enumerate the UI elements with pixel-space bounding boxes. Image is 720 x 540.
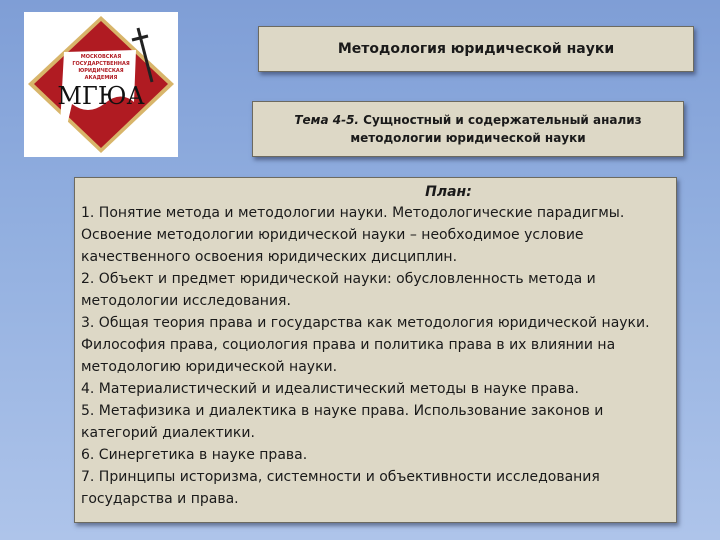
plan-item: 6. Синергетика в науке права.: [81, 447, 308, 463]
emblem-text-line: ГОСУДАРСТВЕННАЯ: [72, 61, 130, 67]
plan-item: 5. Метафизика и диалектика в науке права. Использование законов и категорий диалектики.: [81, 403, 604, 441]
topic-title: Сущностный и содержательный анализ методологии юридической науки: [350, 113, 642, 145]
topic-prefix: Тема 4-5.: [294, 113, 359, 127]
plan-item: 1. Понятие метода и методологии науки. Методологические парадигмы. Освоение методологии юридической науки – необходимое условие качественного освоения юридических дисциплин.: [81, 205, 625, 265]
topic-box: [252, 101, 684, 157]
topic-text: [273, 111, 663, 147]
plan-heading: План:: [425, 184, 472, 200]
plan-item: 2. Объект и предмет юридической науки: обусловленность метода и методологии исследования.: [81, 271, 596, 309]
page-title: Методология юридической науки: [258, 26, 694, 72]
academy-logo: [24, 12, 178, 157]
emblem-text-line: АКАДЕМИЯ: [84, 75, 118, 81]
emblem-text-line: МОСКОВСКАЯ: [80, 54, 122, 60]
plan-item: 3. Общая теория права и государства как методология юридической науки. Философия права, социология права и политика права в их влиянии на методологию юридической науки.: [81, 315, 650, 375]
msla-emblem-icon: [24, 12, 178, 157]
plan-box: [74, 177, 677, 523]
emblem-text-line: ЮРИДИЧЕСКАЯ: [78, 68, 124, 74]
plan-item: 4. Материалистический и идеалистический методы в науке права.: [81, 381, 579, 397]
emblem-monogram: МГЮА: [57, 82, 145, 110]
plan-item: 7. Принципы историзма, системности и объективности исследования государства и права.: [81, 469, 600, 507]
